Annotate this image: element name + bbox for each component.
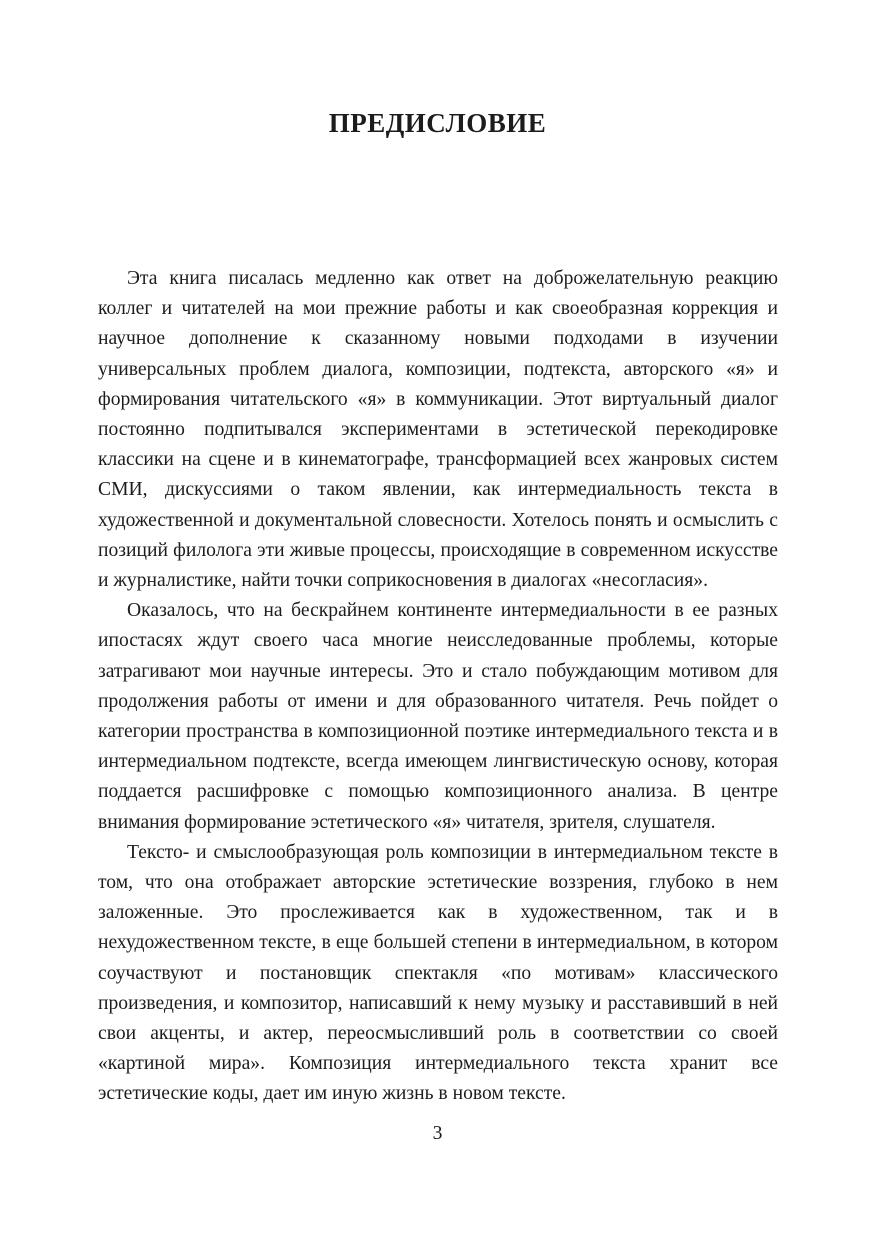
page-title: ПРЕДИСЛОВИЕ	[328, 108, 547, 138]
paragraph-3: Тексто- и смыслообразующая роль композиции в интермедиальном тексте в том, что она отображает авторские эстетические воззрения, глубоко в нем заложенные. Это прослеживается как в художественном, так и в нехудожественном тексте, в еще большей степени в интермедиальном, в котором соучаствуют и постановщик спектакля «по мотивам» классического произведения, и композитор, написавший к нему музыку и расставивший в ней свои акценты, и актер, переосмысливший роль в соответствии со своей «картиной мира». Композиция интермедиального текста хранит все эстетические коды, дает им иную жизнь в новом тексте.	[98, 841, 778, 1105]
body-text	[98, 264, 778, 1110]
paragraph-1: Эта книга писалась медленно как ответ на доброжелательную реакцию коллег и читателей на мои прежние работы и как своеобразная коррекция и научное дополнение к сказанному новыми подходами в изучении универсальных проблем диалога, композиции, подтекста, авторского «я» и формирования читательского «я» в коммуникации. Этот виртуальный диалог постоянно подпитывался экспериментами в эстетической перекодировке классики на сцене и в кинематографе, трансформацией всех жанровых систем СМИ, дискуссиями о таком явлении, как интермедиальность текста в художественной и документальной словесности. Хотелось понять и осмыслить с позиций филолога эти живые процессы, происходящие в современном искусстве и журналистике, найти точки соприкосновения в диалогах «несогласия».	[98, 268, 778, 592]
page-number: 3	[432, 1123, 443, 1144]
paragraph-2: Оказалось, что на бескрайнем континенте интермедиальности в ее разных ипостасях ждут своего часа многие неисследованные проблемы, которые затрагивают мои научные интересы. Это и стало побуждающим мотивом для продолжения работы от имени и для образованного читателя. Речь пойдет о категории пространства в композиционной поэтике интермедиального текста и в интермедиальном подтексте, всегда имеющем лингвистическую основу, которая поддается расшифровке с помощью композиционного анализа. В центре внимания формирование эстетического «я» читателя, зрителя, слушателя.	[98, 600, 778, 833]
